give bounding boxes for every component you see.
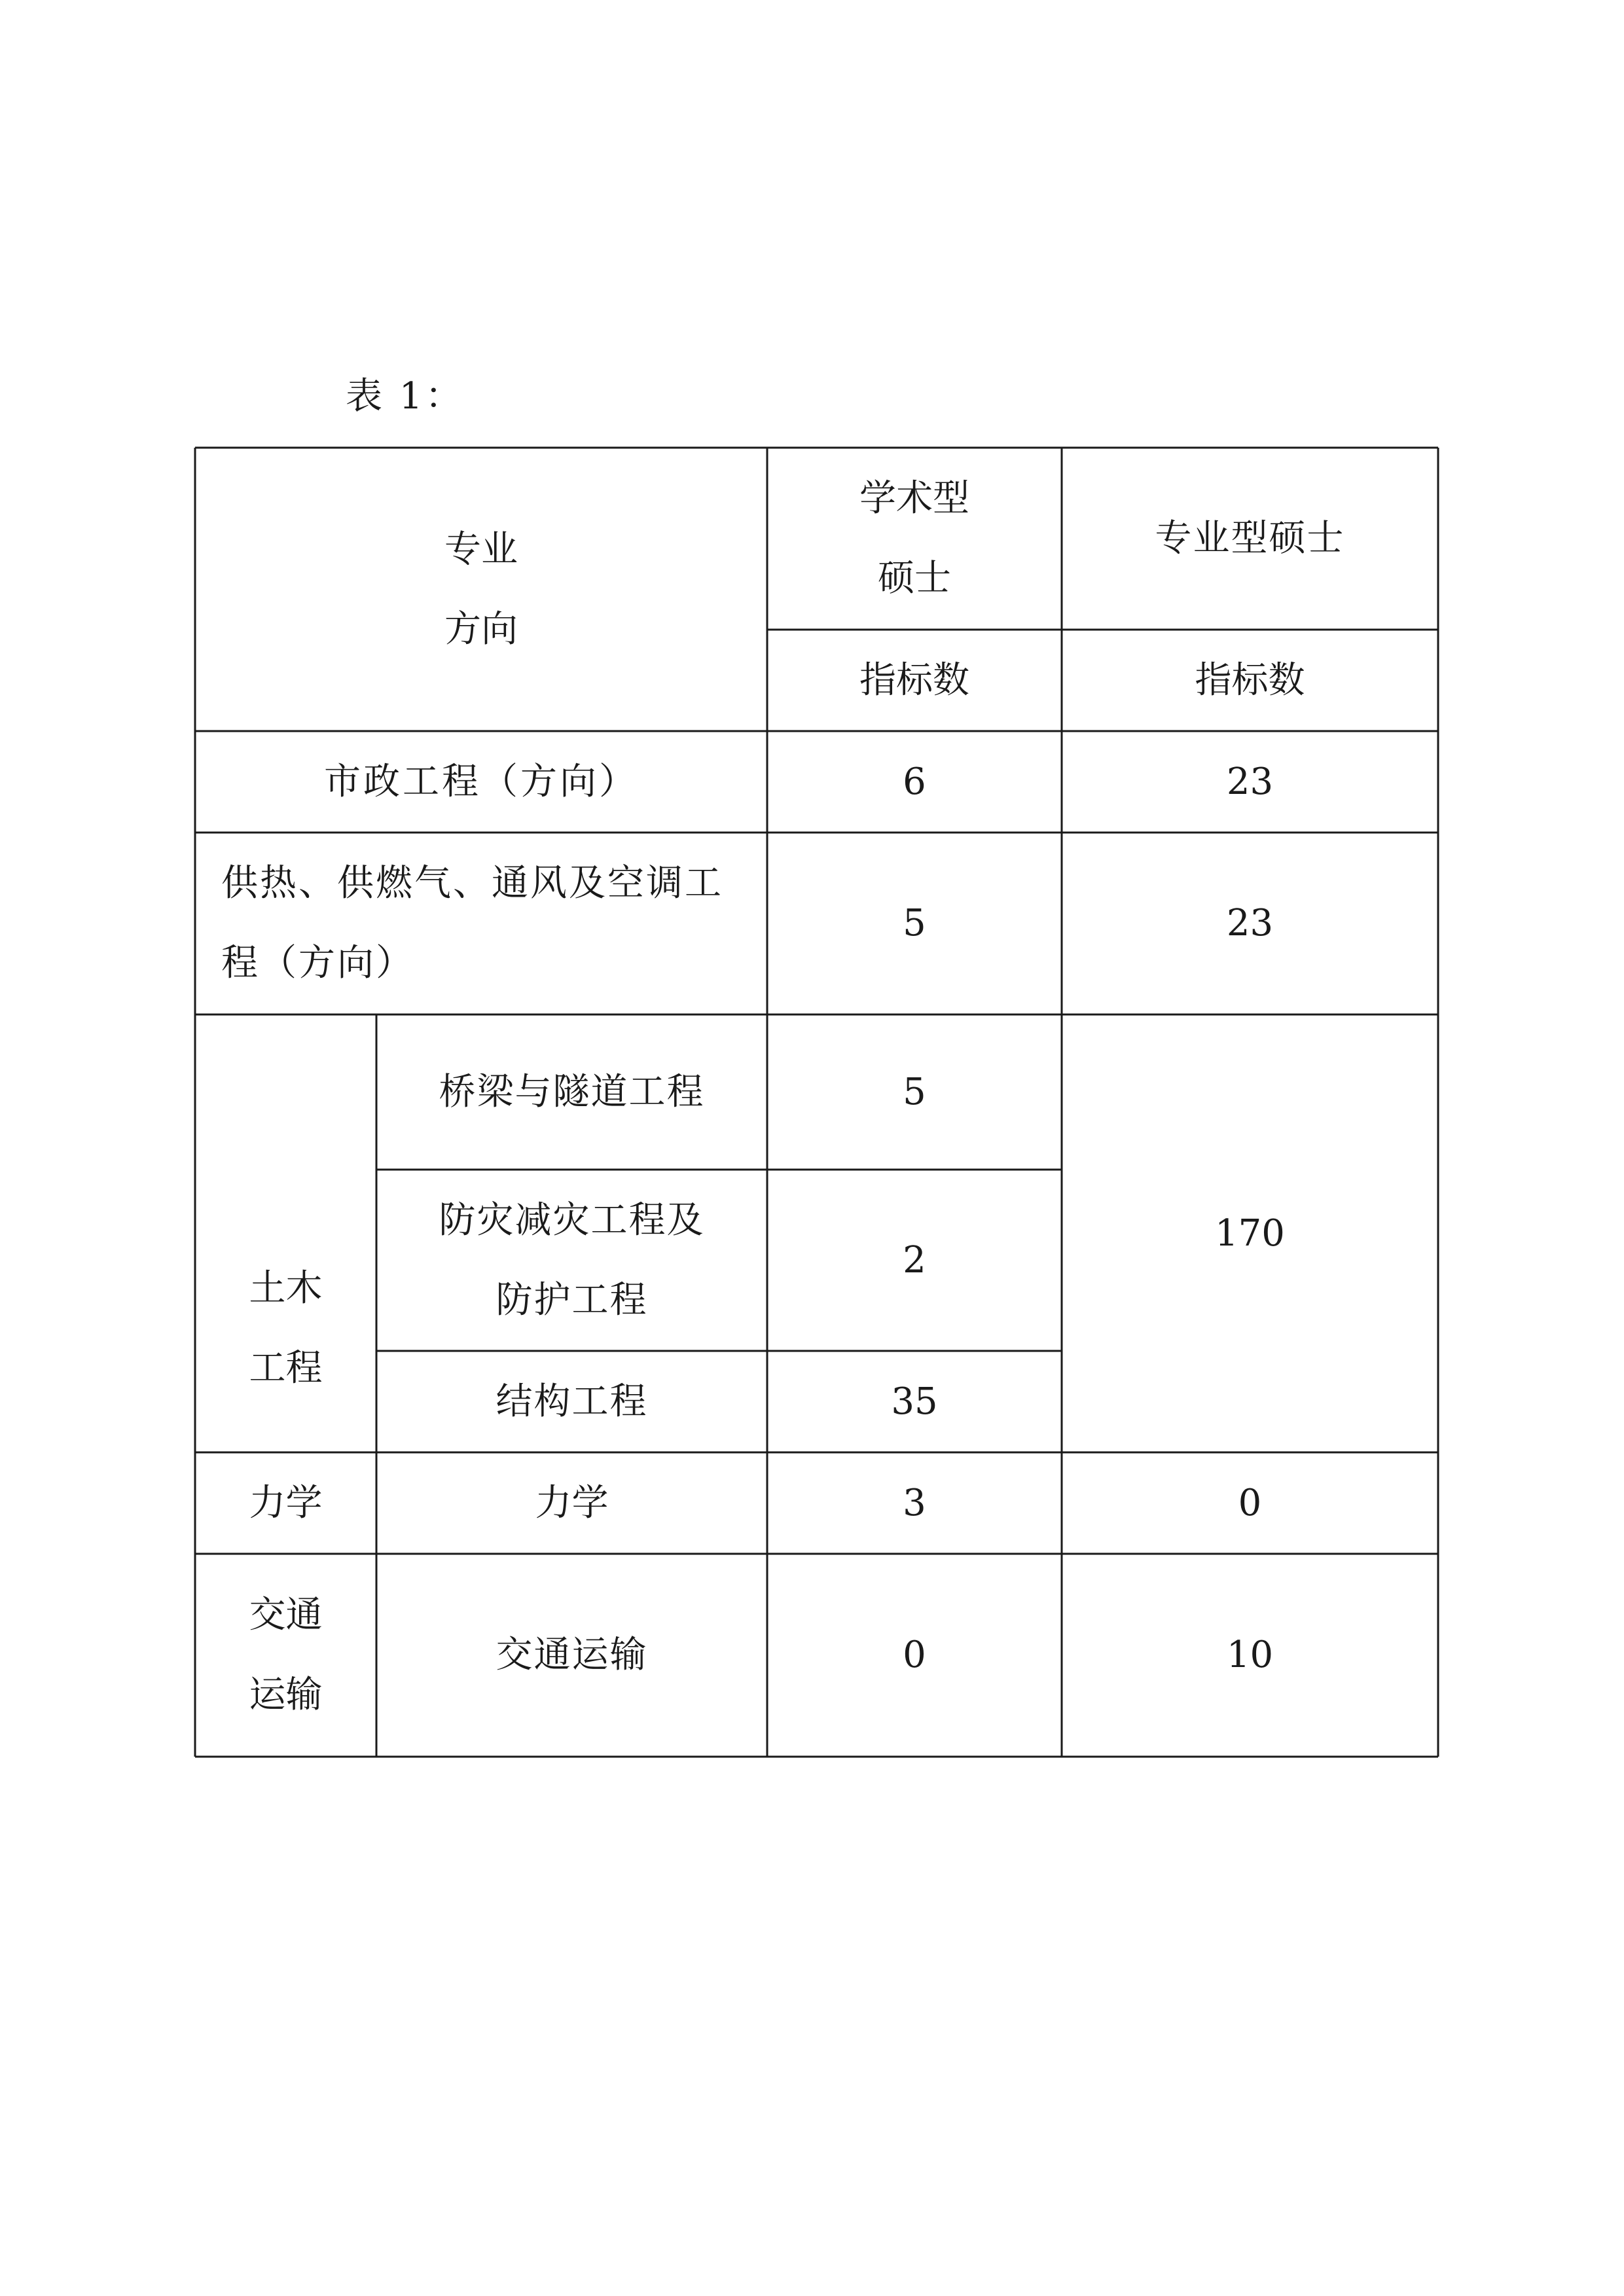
row-hvac-line-1: 供热、供燃气、通风及空调工 xyxy=(221,862,723,905)
transport-group-label xyxy=(195,1554,376,1757)
civil-sub-structural-name: 结构工程 xyxy=(496,1380,648,1423)
header-major-line-2: 方向 xyxy=(444,607,518,651)
row-municipal-professional: 23 xyxy=(1226,760,1274,803)
civil-group-line-2: 工程 xyxy=(249,1347,323,1390)
row-hvac-professional: 23 xyxy=(1226,902,1274,944)
row-hvac-academic: 5 xyxy=(903,902,926,944)
header-professional-quota: 指标数 xyxy=(1195,658,1305,702)
transport-name: 交通运输 xyxy=(496,1634,648,1676)
row-hvac-line-2: 程（方向） xyxy=(221,942,414,984)
civil-sub-disaster-line-2: 防护工程 xyxy=(496,1278,648,1321)
civil-sub-disaster-line-1: 防灾减灾工程及 xyxy=(439,1198,705,1242)
civil-sub-structural-academic: 35 xyxy=(891,1380,938,1423)
header-major-line-1: 专业 xyxy=(444,528,518,571)
mechanics-professional: 0 xyxy=(1238,1481,1262,1524)
mechanics-group-label: 力学 xyxy=(249,1481,323,1524)
transport-academic: 0 xyxy=(903,1634,926,1676)
civil-professional-quota: 170 xyxy=(1215,1211,1285,1255)
civil-group-label xyxy=(195,1217,376,1440)
civil-group-line-1: 土木 xyxy=(249,1267,323,1310)
civil-sub-disaster-name xyxy=(376,1170,767,1351)
header-academic-line-2: 硕士 xyxy=(878,557,951,600)
mechanics-name: 力学 xyxy=(535,1481,609,1524)
table-caption: 表 1： xyxy=(346,375,465,418)
header-academic-master xyxy=(767,448,1062,630)
transport-group-line-1: 交通 xyxy=(249,1594,323,1636)
header-professional-master: 专业型硕士 xyxy=(1155,517,1345,560)
header-academic-line-1: 学术型 xyxy=(859,477,969,520)
mechanics-academic: 3 xyxy=(903,1481,926,1524)
row-municipal-name: 市政工程（方向） xyxy=(324,760,638,803)
civil-sub-bridge-name: 桥梁与隧道工程 xyxy=(439,1070,705,1113)
transport-professional: 10 xyxy=(1226,1634,1274,1676)
civil-sub-bridge-academic: 5 xyxy=(903,1070,926,1113)
header-academic-quota: 指标数 xyxy=(859,658,969,702)
header-major-direction xyxy=(195,448,767,731)
row-hvac-name xyxy=(221,833,765,1014)
civil-sub-disaster-academic: 2 xyxy=(903,1238,926,1282)
transport-group-line-2: 运输 xyxy=(249,1674,323,1716)
row-municipal-academic: 6 xyxy=(903,760,926,803)
